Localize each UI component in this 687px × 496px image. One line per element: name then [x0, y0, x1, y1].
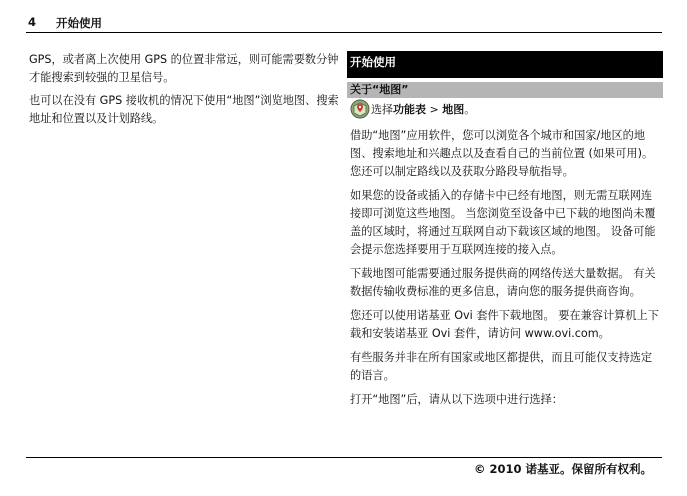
menu-path-text — [371, 101, 475, 119]
maps-app-icon — [350, 99, 370, 119]
path-menu: 功能表 — [393, 103, 426, 116]
right-paragraph-4: 您还可以使用诺基亚 Ovi 套件下载地图。 要在兼容计算机上下载和安装诺基亚 Ovi 套件，请访问 www.ovi.com。 — [350, 309, 659, 340]
path-item: 地图 — [442, 103, 465, 116]
path-end: 。 — [464, 103, 476, 116]
right-paragraph-3: 下载地图可能需要通过服务提供商的网络传送大量数据。 有关数据传输收费标准的更多信息，请向您的服务提供商咨询。 — [350, 267, 656, 298]
subsection-title: 关于“地图” — [347, 82, 663, 98]
copyright: © 2010 诺基亚。保留所有权利。 — [473, 462, 652, 476]
right-paragraph-2: 如果您的设备或插入的存储卡中已经有地图，则无需互联网连接即可浏览这些地图。 当您浏览至设备中已下载的地图尚未覆盖的区域时，将通过互联网自动下载该区域的地图。 设备可能会提示您选择要用于互联网连接的接入点。 — [350, 189, 656, 256]
page-number: 4 — [28, 15, 37, 29]
menu-path — [347, 99, 663, 121]
page-footer — [26, 457, 662, 480]
section-title: 开始使用 — [347, 51, 663, 78]
path-separator: > — [426, 103, 443, 116]
left-column — [29, 51, 341, 133]
left-paragraph-2: 也可以在没有 GPS 接收机的情况下使用“地图”浏览地图、搜索地址和位置以及计划路线。 — [29, 94, 339, 125]
right-column — [347, 51, 663, 409]
right-paragraph-6: 打开“地图”后，请从以下选项中进行选择： — [350, 393, 563, 406]
header-title: 开始使用 — [56, 16, 102, 30]
page-header — [26, 14, 662, 33]
right-paragraph-1: 借助“地图”应用软件，您可以浏览各个城市和国家/地区的地图、搜索地址和兴趣点以及查看自己的当前位置 (如果可用)。 您还可以制定路线以及获取分路段导航指导。 — [350, 129, 654, 178]
path-select: 选择 — [371, 103, 393, 116]
left-paragraph-1: GPS，或者离上次使用 GPS 的位置非常远，则可能需要数分钟才能搜索到较强的卫星信号。 — [29, 53, 339, 84]
right-paragraph-5: 有些服务并非在所有国家或地区都提供，而且可能仅支持选定的语言。 — [350, 351, 653, 382]
